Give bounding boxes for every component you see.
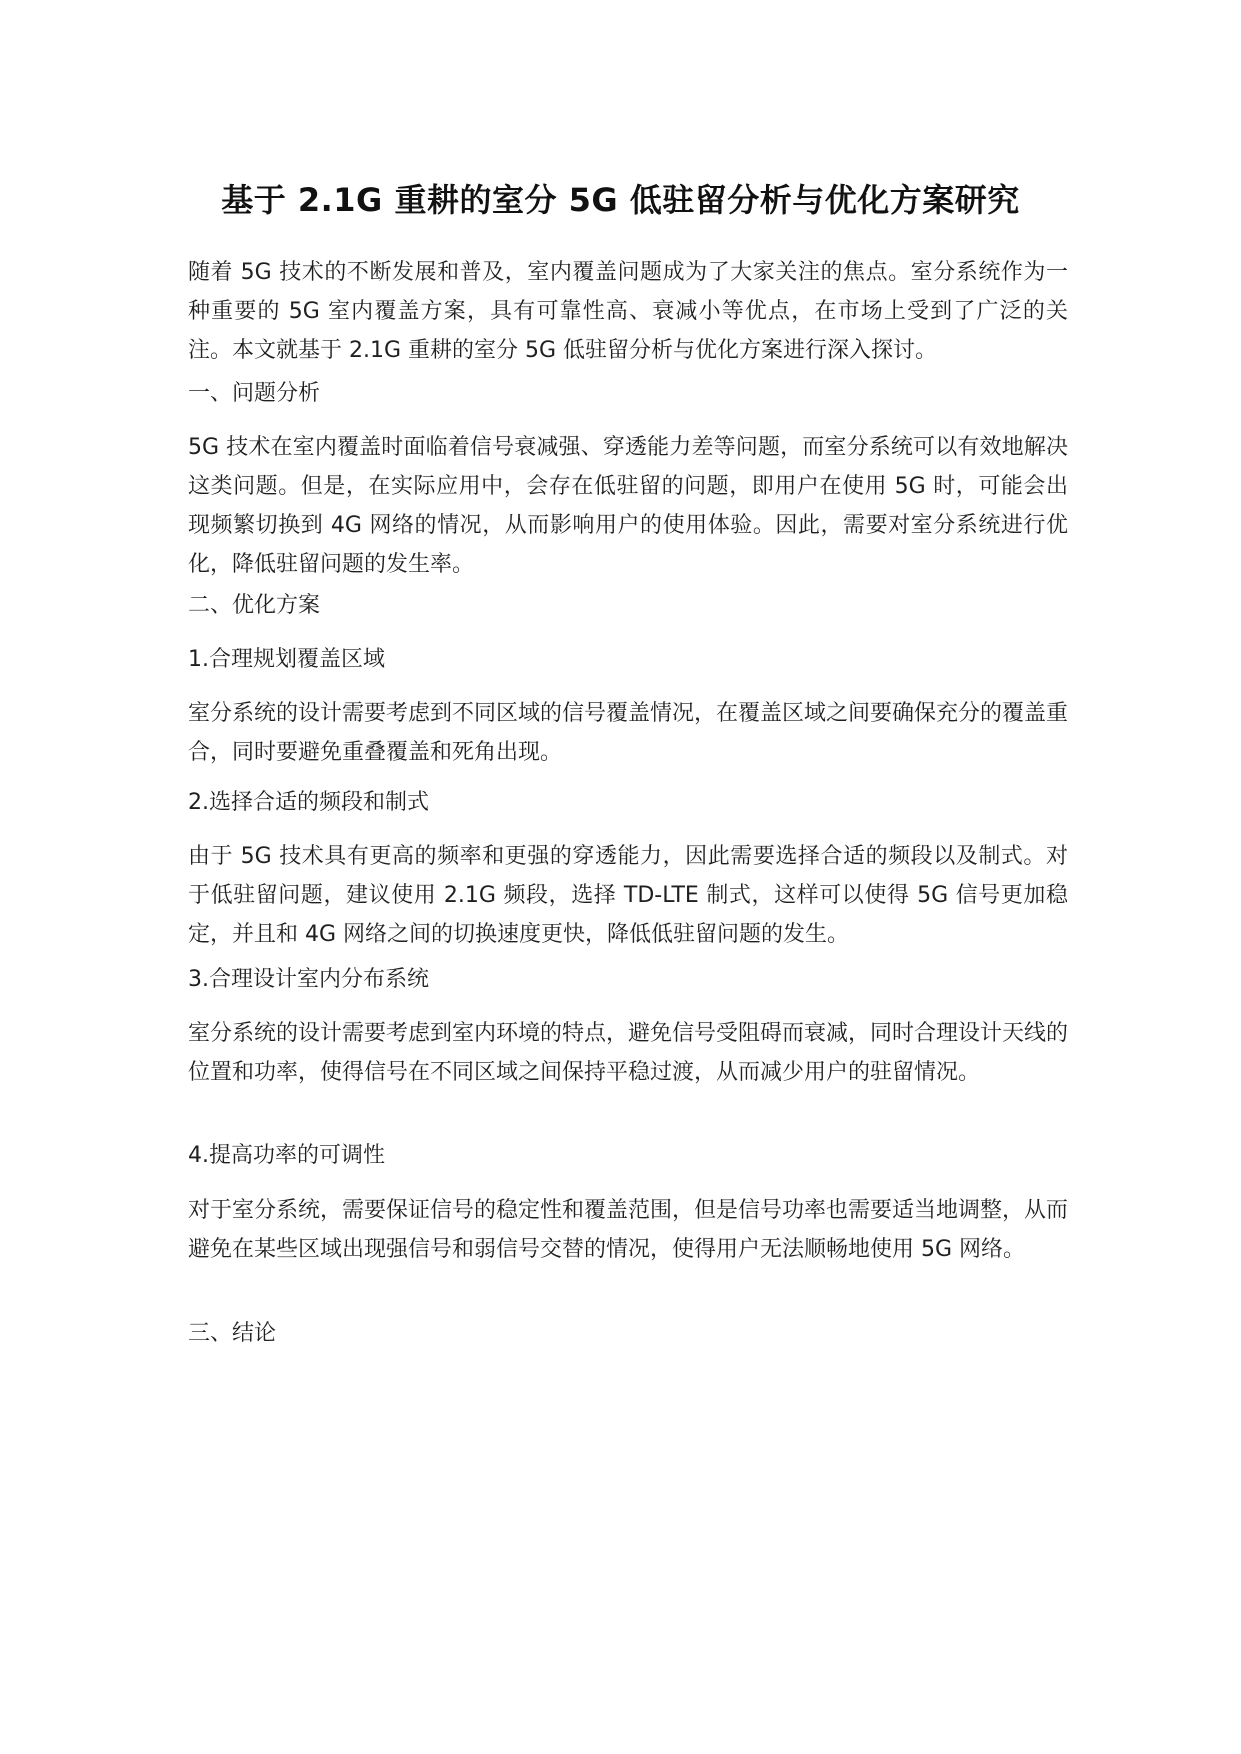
coverage-planning-paragraph: 室分系统的设计需要考虑到不同区域的信号覆盖情况，在覆盖区域之间要确保充分的覆盖重合，同时要避免重叠覆盖和死角出现。 (188, 701, 1069, 765)
section-heading-conclusion: 三、结论 (188, 1321, 277, 1346)
indoor-distribution-paragraph: 室分系统的设计需要考虑到室内环境的特点，避免信号受阻碍而衰减，同时合理设计天线的位置和功率，使得信号在不同区域之间保持平稳过渡，从而减少用户的驻留情况。 (188, 1021, 1069, 1085)
document-title: 基于 2.1G 重耕的室分 5G 低驻留分析与优化方案研究 (221, 181, 1020, 219)
subheading-indoor-distribution: 3.合理设计室内分布系统 (188, 967, 429, 992)
section-heading-problem-analysis: 一、问题分析 (188, 381, 321, 406)
subheading-coverage-planning: 1.合理规划覆盖区域 (188, 647, 385, 672)
intro-paragraph: 随着 5G 技术的不断发展和普及，室内覆盖问题成为了大家关注的焦点。室分系统作为一种重要的 5G 室内覆盖方案，具有可靠性高、衰减小等优点，在市场上受到了广泛的关注。本文就基于 2.1G 重耕的室分 5G 低驻留分析与优化方案进行深入探讨。 (188, 260, 1068, 363)
subheading-band-selection: 2.选择合适的频段和制式 (188, 790, 429, 815)
problem-analysis-paragraph: 5G 技术在室内覆盖时面临着信号衰减强、穿透能力差等问题，而室分系统可以有效地解决这类问题。但是，在实际应用中，会存在低驻留的问题，即用户在使用 5G 时，可能会出现频繁切换到 4G 网络的情况，从而影响用户的使用体验。因此，需要对室分系统进行优化，降低驻留问题的发生率。 (188, 435, 1068, 577)
section-heading-optimization-plan: 二、优化方案 (188, 593, 321, 618)
subheading-power-adjustability: 4.提高功率的可调性 (188, 1143, 385, 1168)
power-adjustability-paragraph: 对于室分系统，需要保证信号的稳定性和覆盖范围，但是信号功率也需要适当地调整，从而避免在某些区域出现强信号和弱信号交替的情况，使得用户无法顺畅地使用 5G 网络。 (188, 1198, 1069, 1262)
band-selection-paragraph: 由于 5G 技术具有更高的频率和更强的穿透能力，因此需要选择合适的频段以及制式。对于低驻留问题，建议使用 2.1G 频段，选择 TD-LTE 制式，这样可以使得 5G 信号更加稳定，并且和 4G 网络之间的切换速度更快，降低低驻留问题的发生。 (188, 844, 1068, 947)
